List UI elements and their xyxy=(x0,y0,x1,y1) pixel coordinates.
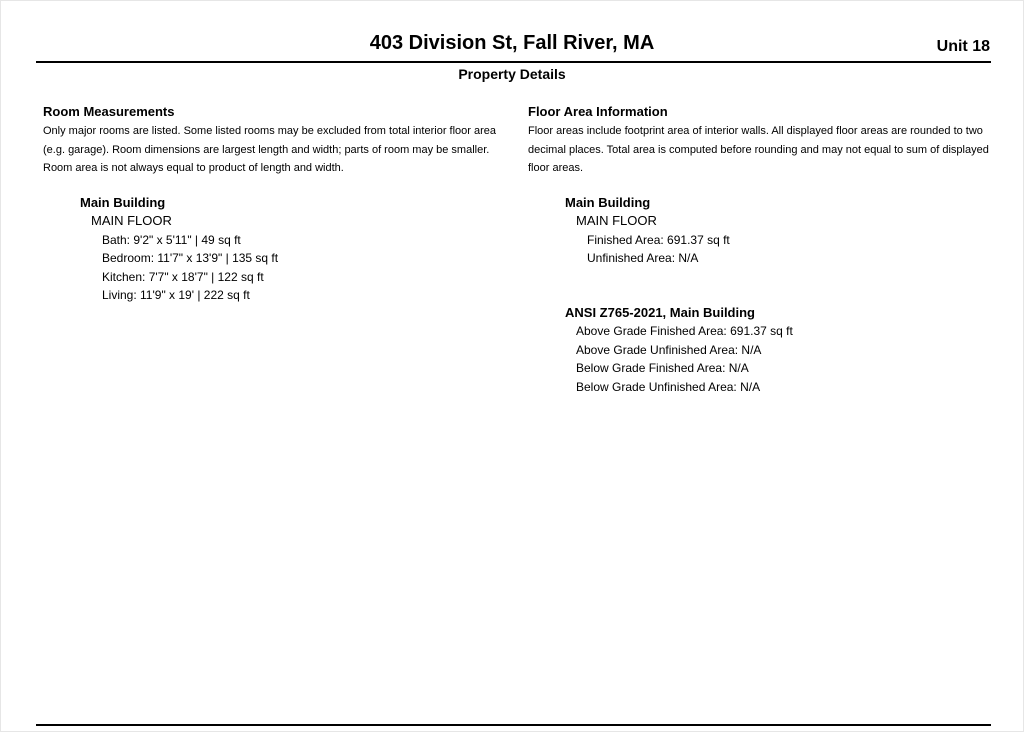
room-item: Living: 11'9" x 19' | 222 sq ft xyxy=(102,288,250,302)
ansi-item: Above Grade Unfinished Area: N/A xyxy=(576,342,762,357)
area-item: Unfinished Area: N/A xyxy=(587,251,699,265)
floor-name: MAIN FLOOR xyxy=(91,213,172,228)
ansi-item: Below Grade Finished Area: N/A xyxy=(576,361,749,375)
room-item: Kitchen: 7'7" x 18'7" | 122 sq ft xyxy=(102,269,264,284)
room-item: Bedroom: 11'7" x 13'9" | 135 sq ft xyxy=(102,251,279,265)
building-name: Main Building xyxy=(80,194,166,210)
room-item: Bath: 9'2" x 5'11" | 49 sq ft xyxy=(102,232,241,247)
area-building-block xyxy=(528,194,998,268)
floor-area-description xyxy=(528,122,998,178)
ansi-block xyxy=(528,304,998,397)
footer-divider xyxy=(36,724,991,726)
description-line: Room area is not always equal to product of length and width. xyxy=(43,162,344,174)
room-measurements-section xyxy=(43,103,513,305)
room-building-block xyxy=(43,194,513,305)
description-line: Floor areas include footprint area of interior walls. All displayed floor areas are rounded to two xyxy=(528,125,983,137)
header-divider xyxy=(36,61,991,63)
building-name: Main Building xyxy=(565,194,651,210)
page-title: 403 Division St, Fall River, MA xyxy=(369,32,655,54)
ansi-item: Above Grade Finished Area: 691.37 sq ft xyxy=(576,324,793,338)
floor-area-heading: Floor Area Information xyxy=(528,104,668,119)
room-measurements-heading: Room Measurements xyxy=(43,104,175,119)
area-item: Finished Area: 691.37 sq ft xyxy=(587,232,730,247)
description-line: decimal places. Total area is computed before rounding and may not equal to sum of displayed xyxy=(528,143,989,156)
page-subtitle: Property Details xyxy=(458,66,566,82)
description-line: Only major rooms are listed. Some listed rooms may be excluded from total interior floor area xyxy=(43,125,497,137)
floor-name: MAIN FLOOR xyxy=(576,213,657,228)
unit-label: Unit 18 xyxy=(936,38,990,55)
floor-area-section xyxy=(528,103,998,396)
ansi-heading: ANSI Z765-2021, Main Building xyxy=(565,304,755,320)
ansi-item: Below Grade Unfinished Area: N/A xyxy=(576,379,761,394)
room-measurements-description xyxy=(43,122,513,178)
description-line: floor areas. xyxy=(528,162,584,174)
description-line: (e.g. garage). Room dimensions are largest length and width; parts of room may be smaller. xyxy=(43,143,490,156)
